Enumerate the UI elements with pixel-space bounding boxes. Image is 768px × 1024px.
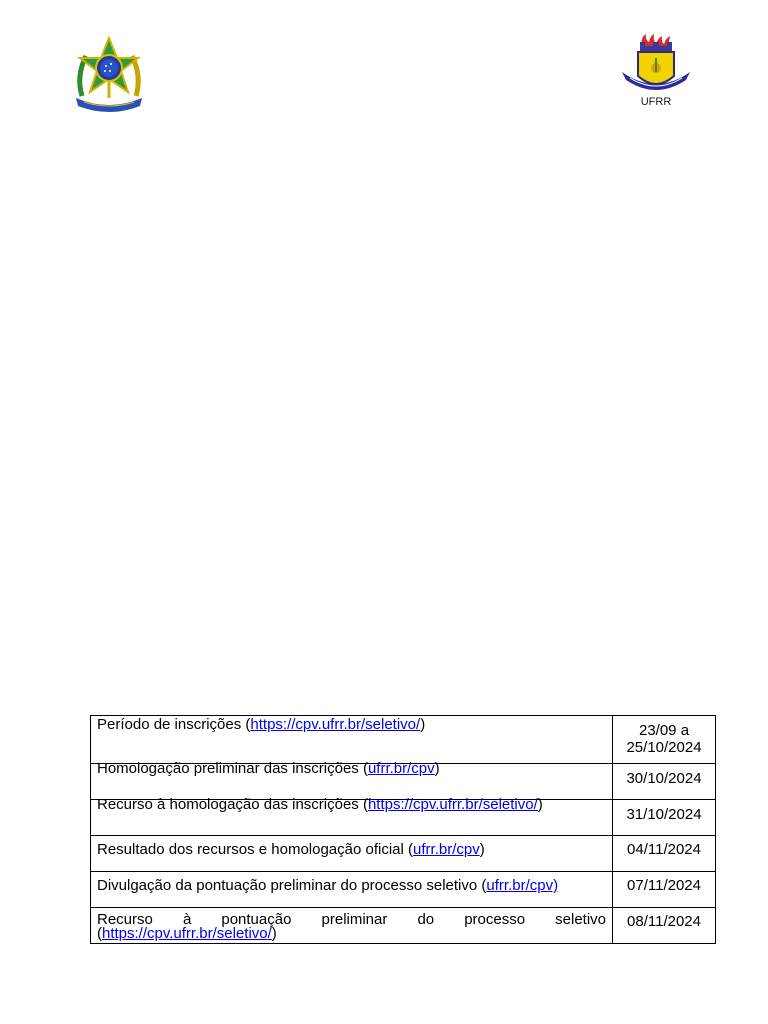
table-cell-date [613,800,716,836]
activity-text: Resultado dos recursos e homologação oficial ( [97,841,414,858]
brazil-coat-of-arms-icon [72,36,146,112]
activity-text-end: ) [479,841,485,858]
activity-text: Divulgação da pontuação preliminar do processo seletivo ( [97,877,487,894]
date-text: 23/09 a [638,722,690,739]
activity-text: Recurso à homologação das inscrições ( [97,796,368,813]
activity-link[interactable]: ufrr.br/cpv [413,841,480,858]
table-cell-date [613,908,716,944]
table-row [91,764,716,800]
table-row [91,800,716,836]
table-cell-date [613,872,716,908]
table-row [91,836,716,872]
activity-link[interactable]: ufrr.br/cpv [367,760,435,777]
table-cell-activity [91,796,613,836]
date-text: 07/11/2024 [627,877,701,894]
activity-text: Homologação preliminar das inscrições ( [97,760,368,777]
schedule-table [90,715,716,944]
activity-link[interactable]: https://cpv.ufrr.br/seletivo/ [250,716,421,733]
table-cell-date [613,764,716,800]
table-row [91,908,716,944]
table-cell-date [613,836,716,872]
date-text: 30/10/2024 [626,770,702,787]
date-text: 31/10/2024 [626,806,702,823]
activity-link[interactable]: ufrr.br/cpv) [486,877,559,894]
table-row [91,872,716,908]
table-cell-activity [91,836,613,872]
ufrr-emblem-icon [616,32,696,112]
table-cell-activity [91,760,613,800]
ufrr-logo-text: UFRR [640,96,672,108]
activity-text: Recurso à pontuação preliminar do processo seletivo [97,911,607,928]
table-cell-activity [91,872,613,908]
date-text-line2: 25/10/2024 [626,739,702,756]
activity-text-line2: ( [97,925,102,942]
table-cell-date [613,716,716,764]
activity-text-end: ) [434,760,440,777]
activity-text-end: ) [271,925,277,942]
activity-text: Período de inscrições ( [97,716,251,733]
activity-text-end: ) [420,716,426,733]
activity-link[interactable]: https://cpv.ufrr.br/seletivo/ [367,796,538,813]
date-text: 04/11/2024 [627,841,701,858]
table-cell-activity [91,908,613,944]
activity-text-end: ) [537,796,543,813]
table-cell-activity [91,716,613,764]
table-row [91,716,716,764]
activity-link[interactable]: https://cpv.ufrr.br/seletivo/ [102,925,272,942]
date-text: 08/11/2024 [627,913,701,930]
